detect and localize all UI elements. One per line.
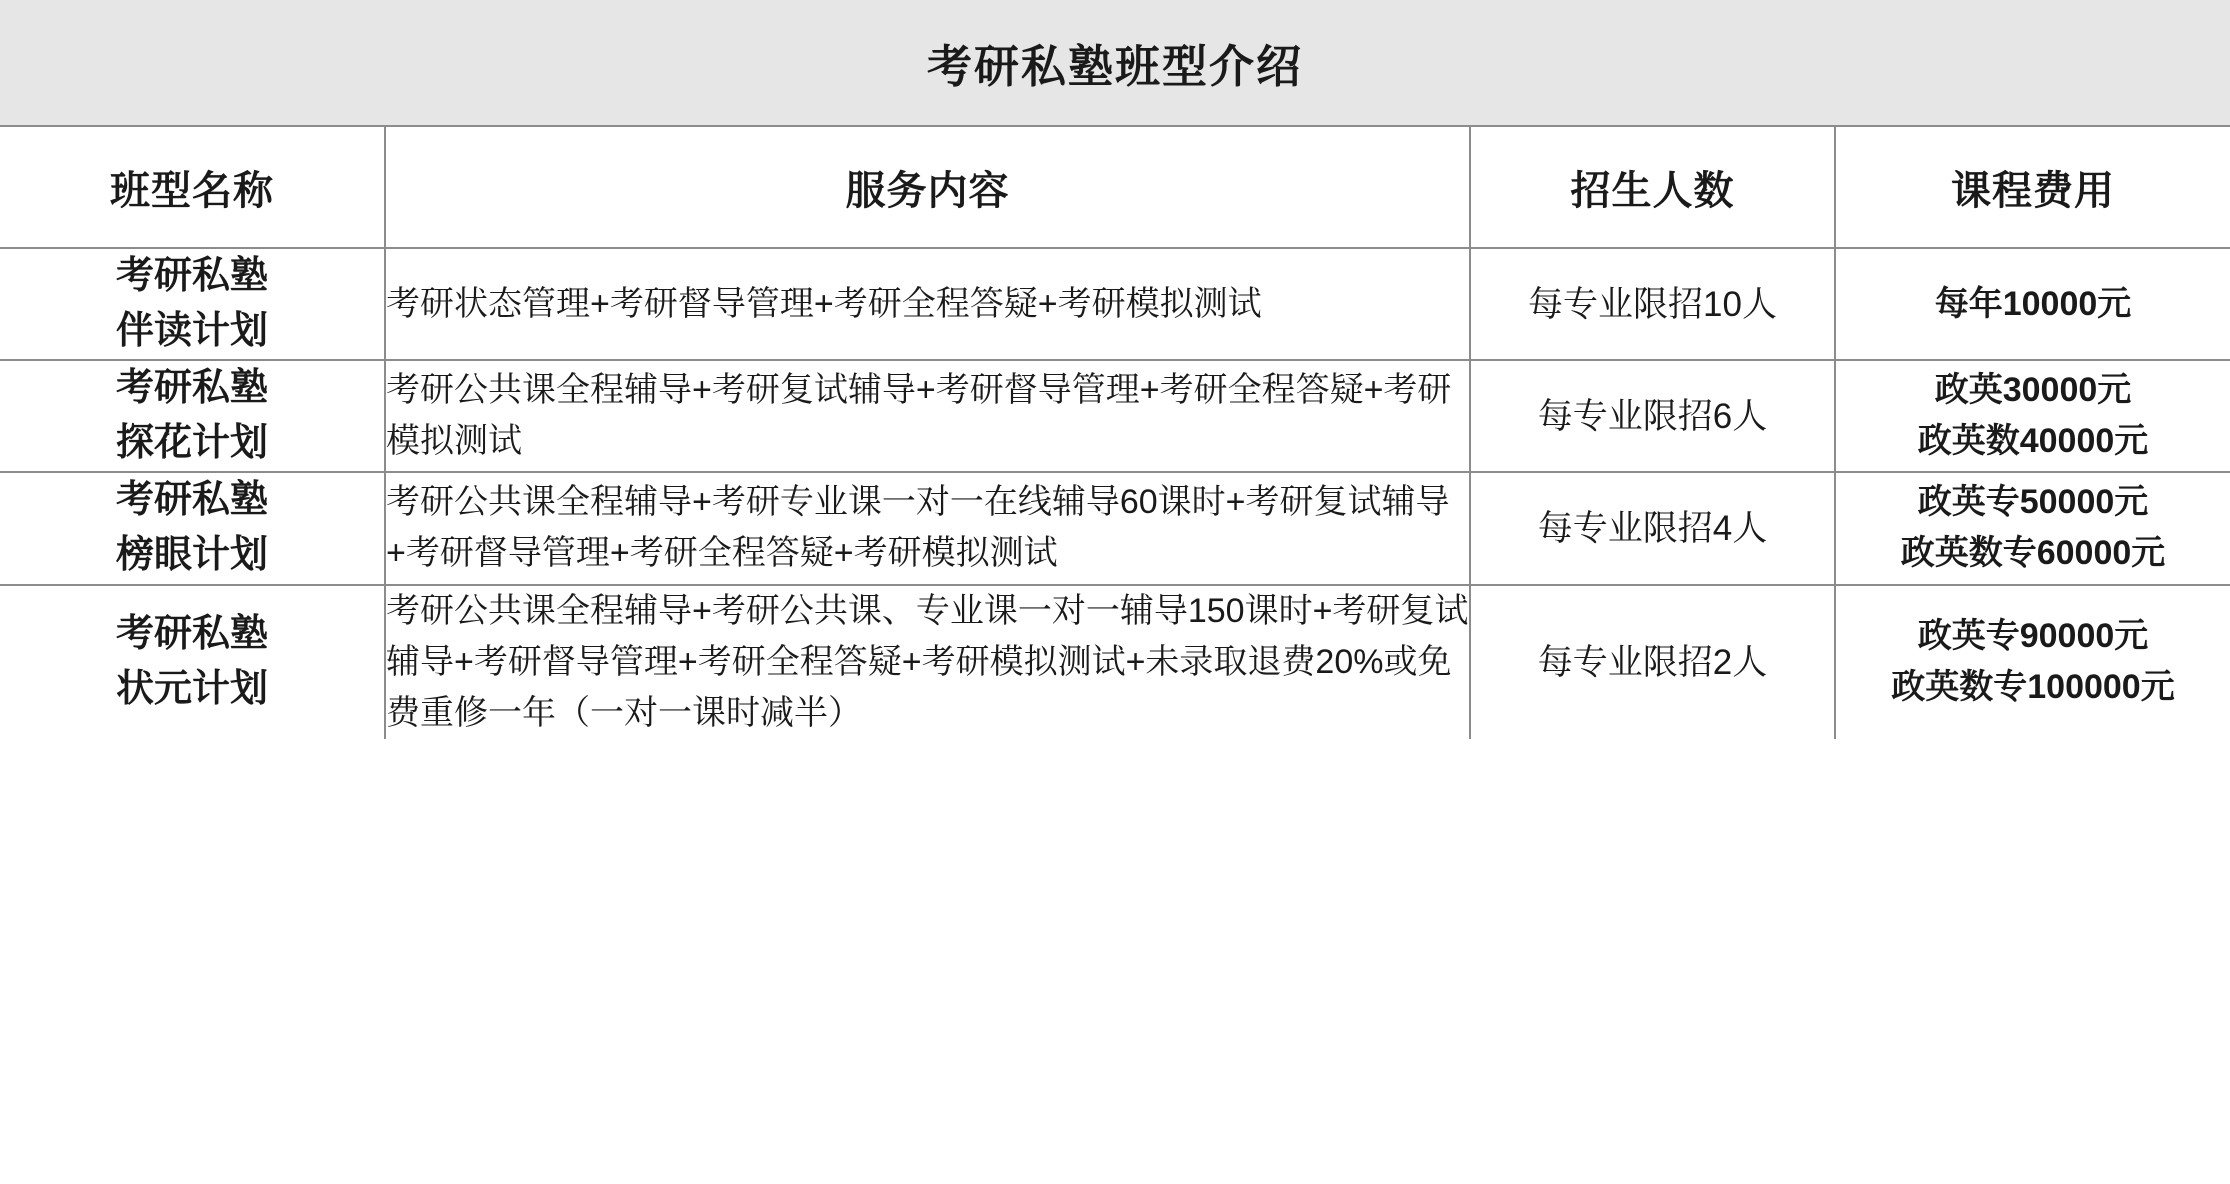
class-name-cell [0, 472, 385, 584]
title-row [0, 0, 2230, 126]
class-name-cell [0, 585, 385, 739]
table-title: 考研私塾班型介绍 [0, 0, 2230, 126]
quota-cell: 每专业限招10人 [1470, 248, 1835, 360]
quota-cell: 每专业限招4人 [1470, 472, 1835, 584]
fee-line-1: 政英专90000元 [1917, 617, 2149, 656]
class-name-cell [0, 248, 385, 360]
fee-cell [1835, 248, 2230, 360]
fee-line-1: 政英30000元 [1934, 371, 2132, 410]
class-name-line-2: 状元计划 [115, 668, 268, 711]
table-row [0, 360, 2230, 472]
class-name-line-2: 伴读计划 [115, 310, 268, 353]
class-name-cell [0, 360, 385, 472]
service-cell: 考研公共课全程辅导+考研专业课一对一在线辅导60课时+考研复试辅导+考研督导管理+考研全程答疑+考研模拟测试 [385, 472, 1470, 584]
fee-cell [1835, 472, 2230, 584]
fee-line-2: 政英数专100000元 [1891, 668, 2175, 707]
class-name-line-1: 考研私塾 [115, 612, 268, 655]
table-row [0, 472, 2230, 584]
column-header-service: 服务内容 [385, 126, 1470, 248]
column-header-name: 班型名称 [0, 126, 385, 248]
fee-line-2: 政英数40000元 [1917, 422, 2149, 461]
table-row [0, 248, 2230, 360]
header-row [0, 126, 2230, 248]
class-name-line-1: 考研私塾 [115, 255, 268, 297]
service-cell: 考研状态管理+考研督导管理+考研全程答疑+考研模拟测试 [385, 248, 1470, 360]
table-row [0, 585, 2230, 739]
column-header-quota: 招生人数 [1470, 126, 1835, 248]
service-cell: 考研公共课全程辅导+考研复试辅导+考研督导管理+考研全程答疑+考研模拟测试 [385, 360, 1470, 472]
quota-cell: 每专业限招2人 [1470, 585, 1835, 739]
quota-cell: 每专业限招6人 [1470, 360, 1835, 472]
column-header-fee: 课程费用 [1835, 126, 2230, 248]
class-name-line-2: 榜眼计划 [115, 534, 268, 577]
service-cell: 考研公共课全程辅导+考研公共课、专业课一对一辅导150课时+考研复试辅导+考研督导管理+考研全程答疑+考研模拟测试+未录取退费20%或免费重修一年（一对一课时减半） [385, 585, 1470, 739]
class-name-line-1: 考研私塾 [115, 367, 268, 410]
fee-line-2: 政英数专60000元 [1900, 534, 2166, 573]
fee-cell [1835, 360, 2230, 472]
fee-line-1: 每年10000元 [1934, 284, 2132, 323]
fee-cell [1835, 585, 2230, 739]
class-name-line-1: 考研私塾 [115, 479, 268, 522]
class-name-line-2: 探花计划 [115, 422, 268, 465]
fee-line-1: 政英专50000元 [1917, 483, 2149, 522]
